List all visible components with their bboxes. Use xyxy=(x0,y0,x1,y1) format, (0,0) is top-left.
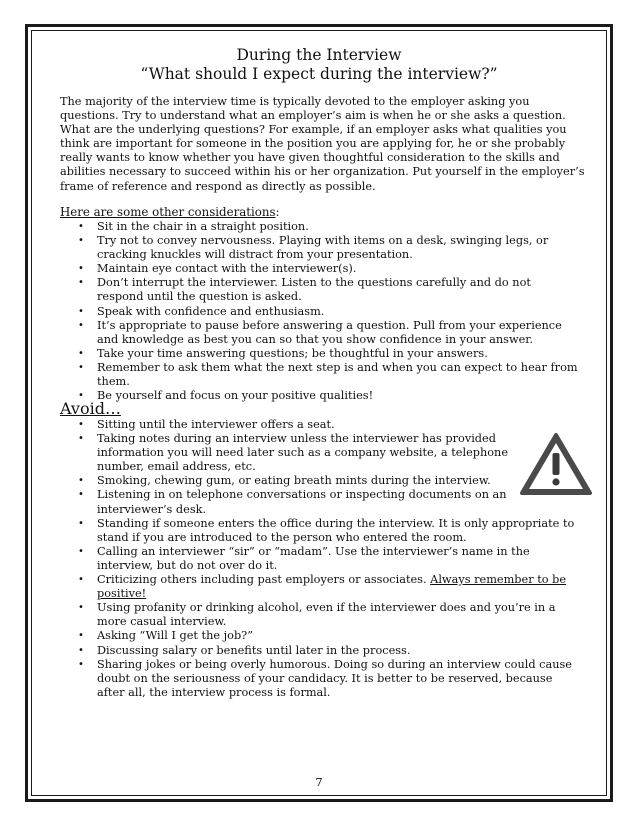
list-item: • Discussing salary or benefits until later in the process. xyxy=(60,644,580,658)
page-title: During the Interview xyxy=(236,46,402,64)
considerations-heading-text: Here are some other considerations xyxy=(60,205,276,219)
list-item: • Listening in on telephone conversations or inspecting documents on an interviewer’s desk. xyxy=(60,488,580,516)
list-item: • Taking notes during an interview unless the interviewer has provided information you will need later such as a company website, a telephone number, email address, etc. xyxy=(60,432,580,474)
page-subtitle: “What should I expect during the interview?” xyxy=(140,65,498,83)
page-number: 7 xyxy=(315,775,323,789)
intro-paragraph: The majority of the interview time is typically devoted to the employer asking you questions. Try to understand what an employer’s aim is when he or she asks a question. What are the underlying questions? For example, if an employer asks what qualities you think are important for someone in the position you are applying for, he or she probably really wants to know whether you have given thoughtful consideration to the skills and abilities necessary to succeed within his or her organization. Put yourself in the employer’s frame of reference and respond as directly as possible. xyxy=(60,95,585,193)
list-item: • Remember to ask them what the next step is and when you can expect to hear from them. xyxy=(60,361,580,389)
list-item: • Sit in the chair in a straight position. xyxy=(60,220,580,234)
warning-icon xyxy=(519,432,593,496)
list-item: • Asking “Will I get the job?” xyxy=(60,629,580,643)
list-item: • Standing if someone enters the office during the interview. It is only appropriate to stand if you are introduced to the person who entered the room. xyxy=(60,517,580,545)
considerations-heading xyxy=(60,205,280,220)
positive-emphasis: Always remember to be positive! xyxy=(97,573,567,601)
list-item: • Sharing jokes or being overly humorous. Doing so during an interview could cause doubt on the seriousness of your candidacy. It is better to be reserved, because after all, the interview process is formal. xyxy=(60,658,580,700)
list-item: • Speak with confidence and enthusiasm. xyxy=(60,305,580,319)
considerations-heading-colon: : xyxy=(275,205,280,219)
list-item: • It’s appropriate to pause before answering a question. Pull from your experience and knowledge as best you can so that you show confidence in your answer. xyxy=(60,319,580,347)
list-item: • Try not to convey nervousness. Playing with items on a desk, swinging legs, or cracking knuckles will distract from your presentation. xyxy=(60,234,580,262)
list-item: • Sitting until the interviewer offers a seat. xyxy=(60,418,580,432)
considerations-list xyxy=(60,220,580,403)
list-item: • Calling an interviewer “sir” or “madam”. Use the interviewer’s name in the interview, but do not over do it. xyxy=(60,545,580,573)
list-item: • Maintain eye contact with the interviewer(s). xyxy=(60,262,580,276)
list-item xyxy=(60,573,580,601)
list-item: • Be yourself and focus on your positive qualities! xyxy=(60,389,580,403)
criticizing-text: Criticizing others including past employers or associates. xyxy=(97,573,431,587)
list-item: • Don’t interrupt the interviewer. Listen to the questions carefully and do not respond until the question is asked. xyxy=(60,276,580,304)
list-item: • Take your time answering questions; be thoughtful in your answers. xyxy=(60,347,580,361)
list-item: • Using profanity or drinking alcohol, even if the interviewer does and you’re in a more casual interview. xyxy=(60,601,580,629)
avoid-heading: Avoid… xyxy=(60,399,121,418)
avoid-list xyxy=(60,418,580,700)
list-item: • Smoking, chewing gum, or eating breath mints during the interview. xyxy=(60,474,580,488)
